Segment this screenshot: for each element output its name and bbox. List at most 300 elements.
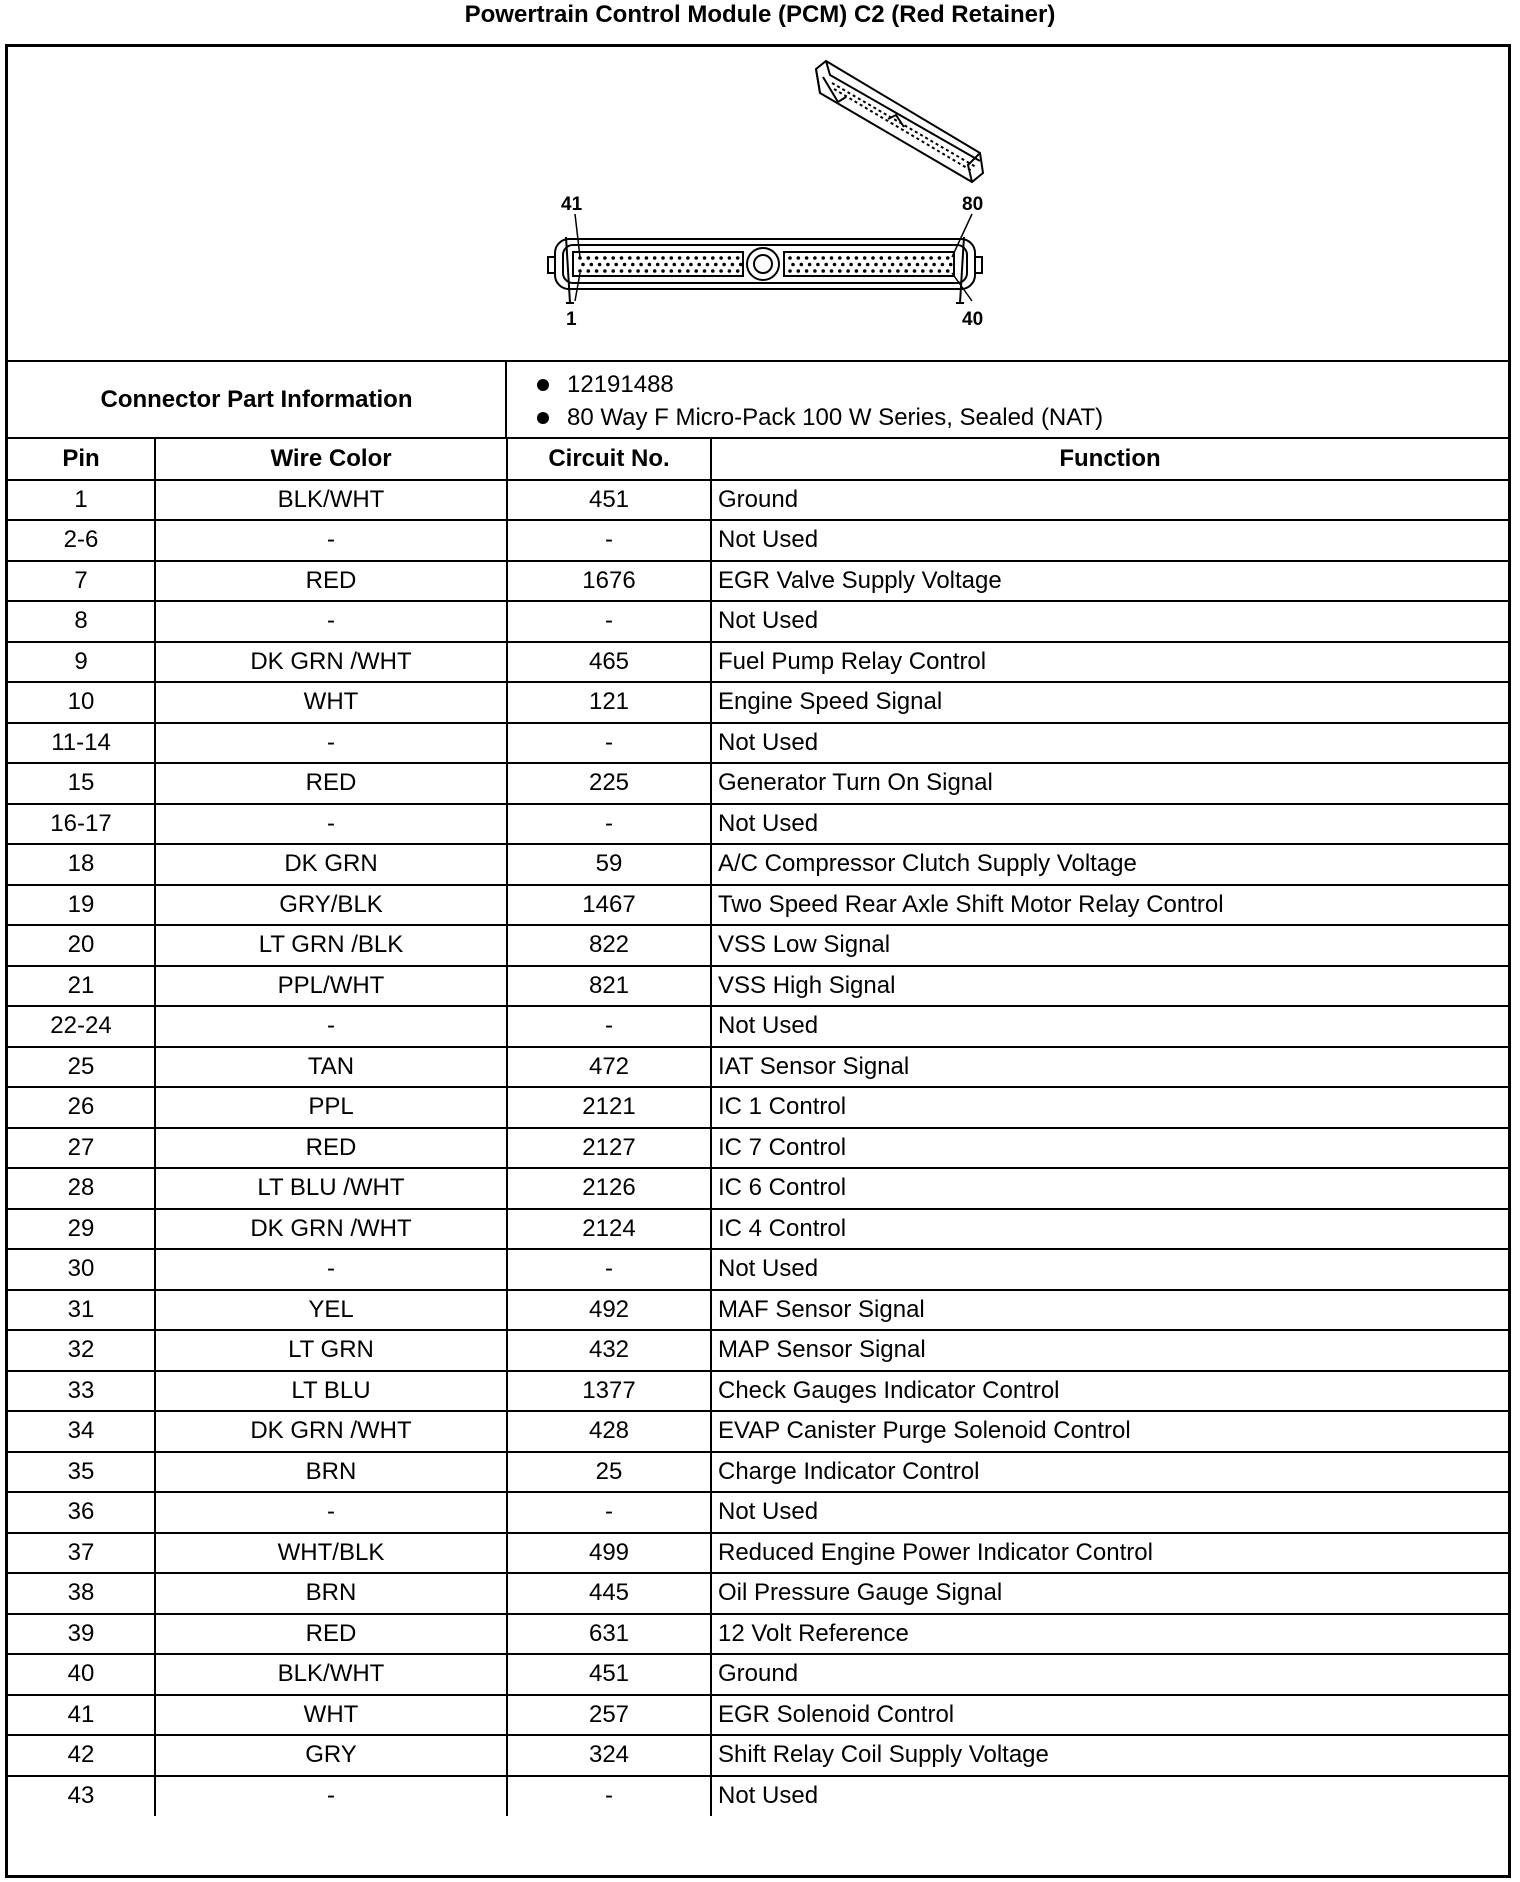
cell-pin: 18	[8, 844, 155, 885]
cell-circuit-no: 472	[507, 1047, 711, 1088]
cell-function: 12 Volt Reference	[711, 1614, 1508, 1655]
table-row	[8, 1492, 1508, 1533]
bullet-icon	[537, 379, 549, 391]
pin-dot	[846, 256, 850, 260]
table-row	[8, 844, 1508, 885]
pin-dot	[578, 269, 582, 273]
pin-dot	[938, 269, 942, 273]
pin-dot	[653, 269, 657, 273]
pin-dot	[883, 263, 887, 267]
pin-dot	[797, 269, 801, 273]
cell-function: Not Used	[711, 1776, 1508, 1817]
cell-wire-color: GRY	[155, 1735, 507, 1776]
cell-circuit-no: -	[507, 601, 711, 642]
cell-pin: 9	[8, 642, 155, 683]
pin-dot	[598, 263, 602, 267]
cell-circuit-no: 465	[507, 642, 711, 683]
pin-dot	[788, 269, 792, 273]
cell-circuit-no: 492	[507, 1290, 711, 1331]
cell-pin: 34	[8, 1411, 155, 1452]
table-row	[8, 1452, 1508, 1493]
cell-function: Oil Pressure Gauge Signal	[711, 1573, 1508, 1614]
pin-dot	[841, 263, 845, 267]
pin-dot	[631, 263, 635, 267]
cell-function: Two Speed Rear Axle Shift Motor Relay Control	[711, 885, 1508, 926]
cell-wire-color: WHT/BLK	[155, 1533, 507, 1574]
cell-function: A/C Compressor Clutch Supply Voltage	[711, 844, 1508, 885]
pin-dot	[661, 256, 665, 260]
cell-circuit-no: -	[507, 804, 711, 845]
cell-wire-color: RED	[155, 1128, 507, 1169]
pin-dot	[736, 269, 740, 273]
pin-dot	[838, 269, 842, 273]
cell-pin: 25	[8, 1047, 155, 1088]
table-row	[8, 1168, 1508, 1209]
pin-dot	[645, 269, 649, 273]
table-row	[8, 885, 1508, 926]
cell-function: IC 7 Control	[711, 1128, 1508, 1169]
table-row	[8, 1209, 1508, 1250]
pin-dot	[946, 269, 950, 273]
cell-wire-color: BLK/WHT	[155, 480, 507, 521]
cell-circuit-no: 445	[507, 1573, 711, 1614]
cell-pin: 1	[8, 480, 155, 521]
pin-dot	[719, 269, 723, 273]
pin-dot	[620, 256, 624, 260]
pin-dot	[611, 269, 615, 273]
table-row	[8, 966, 1508, 1007]
part-info-item	[523, 401, 1103, 434]
cell-pin: 20	[8, 925, 155, 966]
cell-circuit-no: 631	[507, 1614, 711, 1655]
cell-function: IAT Sensor Signal	[711, 1047, 1508, 1088]
pin-dot	[603, 256, 607, 260]
cell-circuit-no: 451	[507, 1654, 711, 1695]
cell-circuit-no: 2126	[507, 1168, 711, 1209]
pin-label-41: 41	[561, 194, 583, 215]
cell-wire-color: BRN	[155, 1452, 507, 1493]
pin-dot	[670, 256, 674, 260]
cell-function: Fuel Pump Relay Control	[711, 642, 1508, 683]
cell-wire-color: LT BLU /WHT	[155, 1168, 507, 1209]
part-description: 80 Way F Micro-Pack 100 W Series, Sealed (NAT)	[567, 404, 1104, 431]
pin-dot	[941, 263, 945, 267]
pin-dot	[846, 269, 850, 273]
cell-wire-color: DK GRN /WHT	[155, 1411, 507, 1452]
cell-function: Check Gauges Indicator Control	[711, 1371, 1508, 1412]
cell-pin: 29	[8, 1209, 155, 1250]
table-row	[8, 682, 1508, 723]
cell-function: EGR Solenoid Control	[711, 1695, 1508, 1736]
cell-wire-color: -	[155, 804, 507, 845]
pin-dot	[833, 263, 837, 267]
cell-circuit-no: -	[507, 723, 711, 764]
pin-dot	[706, 263, 710, 267]
pin-dot	[871, 269, 875, 273]
cell-pin: 35	[8, 1452, 155, 1493]
table-row	[8, 1330, 1508, 1371]
pin-dot	[904, 269, 908, 273]
cell-wire-color: -	[155, 1492, 507, 1533]
cell-circuit-no: 451	[507, 480, 711, 521]
cell-function: Not Used	[711, 601, 1508, 642]
table-row	[8, 1087, 1508, 1128]
cell-wire-color: LT BLU	[155, 1371, 507, 1412]
pin-dot	[821, 256, 825, 260]
cell-pin: 27	[8, 1128, 155, 1169]
pin-dot	[678, 256, 682, 260]
pin-dot	[949, 263, 953, 267]
table-row	[8, 1006, 1508, 1047]
cell-wire-color: LT GRN /BLK	[155, 925, 507, 966]
pin-dot	[606, 263, 610, 267]
cell-wire-color: WHT	[155, 682, 507, 723]
cell-function: Generator Turn On Signal	[711, 763, 1508, 804]
pin-dot	[636, 269, 640, 273]
cell-wire-color: YEL	[155, 1290, 507, 1331]
cell-circuit-no: 1377	[507, 1371, 711, 1412]
cell-pin: 43	[8, 1776, 155, 1817]
pin-dot	[888, 269, 892, 273]
cell-pin: 37	[8, 1533, 155, 1574]
cell-function: IC 1 Control	[711, 1087, 1508, 1128]
cell-pin: 40	[8, 1654, 155, 1695]
cell-pin: 26	[8, 1087, 155, 1128]
pin-dot	[661, 269, 665, 273]
pin-dot	[916, 263, 920, 267]
table-row	[8, 1128, 1508, 1169]
table-row	[8, 520, 1508, 561]
table-row	[8, 1411, 1508, 1452]
table-header-row	[8, 439, 1508, 480]
pin-dot	[929, 256, 933, 260]
pin-dot	[929, 269, 933, 273]
pin-dot	[932, 263, 936, 267]
cell-wire-color: -	[155, 1776, 507, 1817]
pin-dot	[645, 256, 649, 260]
pin-dot	[648, 263, 652, 267]
table-row	[8, 601, 1508, 642]
cell-wire-color: GRY/BLK	[155, 885, 507, 926]
pin-dot	[714, 263, 718, 267]
cell-circuit-no: 499	[507, 1533, 711, 1574]
pin-dot	[816, 263, 820, 267]
pin-dot	[855, 256, 859, 260]
pin-dot	[858, 263, 862, 267]
table-row	[8, 1614, 1508, 1655]
cell-circuit-no: -	[507, 520, 711, 561]
pin-dot	[838, 256, 842, 260]
cell-pin: 2-6	[8, 520, 155, 561]
pin-dot	[874, 263, 878, 267]
pin-dot	[830, 269, 834, 273]
part-info-list	[523, 368, 1103, 434]
header-circuit-no: Circuit No.	[507, 439, 711, 480]
cell-wire-color: BLK/WHT	[155, 1654, 507, 1695]
cell-circuit-no: -	[507, 1776, 711, 1817]
cell-pin: 39	[8, 1614, 155, 1655]
cell-wire-color: RED	[155, 561, 507, 602]
pin-dot	[824, 263, 828, 267]
header-wire-color: Wire Color	[155, 439, 507, 480]
pin-dot	[924, 263, 928, 267]
cell-wire-color: RED	[155, 763, 507, 804]
pin-dot	[686, 256, 690, 260]
cell-wire-color: DK GRN /WHT	[155, 1209, 507, 1250]
cell-wire-color: -	[155, 601, 507, 642]
pin-dot	[711, 269, 715, 273]
cell-circuit-no: 428	[507, 1411, 711, 1452]
cell-pin: 19	[8, 885, 155, 926]
pin-dot	[813, 269, 817, 273]
cell-function: Not Used	[711, 1006, 1508, 1047]
pin-dot	[614, 263, 618, 267]
cell-wire-color: WHT	[155, 1695, 507, 1736]
bullet-icon	[537, 412, 549, 424]
cell-pin: 28	[8, 1168, 155, 1209]
header-function: Function	[711, 439, 1508, 480]
cell-function: Ground	[711, 1654, 1508, 1695]
pin-dot	[863, 269, 867, 273]
pin-dot	[904, 256, 908, 260]
cell-circuit-no: 2121	[507, 1087, 711, 1128]
connector-pin-dots	[578, 256, 952, 273]
cell-wire-color: LT GRN	[155, 1330, 507, 1371]
pin-dot	[866, 263, 870, 267]
table-row	[8, 1047, 1508, 1088]
table-row	[8, 1290, 1508, 1331]
cell-pin: 38	[8, 1573, 155, 1614]
table-row	[8, 1371, 1508, 1412]
table-row	[8, 723, 1508, 764]
cell-wire-color: -	[155, 520, 507, 561]
pin-dot	[880, 256, 884, 260]
pin-dot	[686, 269, 690, 273]
cell-function: Not Used	[711, 804, 1508, 845]
cell-pin: 16-17	[8, 804, 155, 845]
cell-function: EGR Valve Supply Voltage	[711, 561, 1508, 602]
cell-circuit-no: 822	[507, 925, 711, 966]
table-row	[8, 642, 1508, 683]
cell-wire-color: RED	[155, 1614, 507, 1655]
connector-part-information	[8, 362, 1508, 439]
connector-illustration	[8, 47, 1508, 360]
cell-circuit-no: 25	[507, 1452, 711, 1493]
pin-dot	[703, 256, 707, 260]
pin-dot	[664, 263, 668, 267]
pin-dot	[896, 256, 900, 260]
pin-dot	[628, 269, 632, 273]
pin-dot	[628, 256, 632, 260]
cell-function: Shift Relay Coil Supply Voltage	[711, 1735, 1508, 1776]
cell-pin: 31	[8, 1290, 155, 1331]
pin-dot	[611, 256, 615, 260]
cell-pin: 11-14	[8, 723, 155, 764]
pin-dot	[587, 256, 591, 260]
pin-dot	[921, 269, 925, 273]
pin-dot	[656, 263, 660, 267]
pin-dot	[863, 256, 867, 260]
header-pin: Pin	[8, 439, 155, 480]
connector-3d-view	[816, 61, 983, 182]
cell-circuit-no: 821	[507, 966, 711, 1007]
cell-circuit-no: 2127	[507, 1128, 711, 1169]
pin-dot	[855, 269, 859, 273]
pin-dot	[711, 256, 715, 260]
cell-wire-color: TAN	[155, 1047, 507, 1088]
pin-dot	[694, 256, 698, 260]
pin-dot	[678, 269, 682, 273]
cell-circuit-no: 1467	[507, 885, 711, 926]
pin-dot	[938, 256, 942, 260]
pin-dot	[697, 263, 701, 267]
pin-dot	[921, 256, 925, 260]
cell-function: Not Used	[711, 520, 1508, 561]
cell-pin: 30	[8, 1249, 155, 1290]
cell-function: VSS Low Signal	[711, 925, 1508, 966]
table-row	[8, 480, 1508, 521]
pin-leader-lines	[575, 214, 972, 301]
pin-dot	[670, 269, 674, 273]
table-row	[8, 804, 1508, 845]
pin-dot	[946, 256, 950, 260]
cell-wire-color: -	[155, 1249, 507, 1290]
pin-dot	[808, 263, 812, 267]
cell-function: Not Used	[711, 723, 1508, 764]
cell-function: Ground	[711, 480, 1508, 521]
pin-dot	[739, 263, 743, 267]
pin-dot	[849, 263, 853, 267]
pin-dot	[728, 269, 732, 273]
pin-dot	[830, 256, 834, 260]
cell-function: Not Used	[711, 1492, 1508, 1533]
pin-dot	[689, 263, 693, 267]
cell-pin: 7	[8, 561, 155, 602]
pin-dot	[681, 263, 685, 267]
cell-wire-color: DK GRN	[155, 844, 507, 885]
pin-dot	[805, 256, 809, 260]
pin-dot	[620, 269, 624, 273]
cell-pin: 32	[8, 1330, 155, 1371]
pin-dot	[603, 269, 607, 273]
part-number: 12191488	[567, 371, 674, 398]
cell-circuit-no: -	[507, 1249, 711, 1290]
cell-wire-color: -	[155, 723, 507, 764]
cell-pin: 15	[8, 763, 155, 804]
cell-circuit-no: 1676	[507, 561, 711, 602]
cell-function: Reduced Engine Power Indicator Control	[711, 1533, 1508, 1574]
cell-wire-color: -	[155, 1006, 507, 1047]
pin-dot	[636, 256, 640, 260]
pin-dot	[805, 269, 809, 273]
pin-label-80: 80	[962, 194, 984, 215]
pin-dot	[913, 269, 917, 273]
cell-function: IC 4 Control	[711, 1209, 1508, 1250]
pin-dot	[581, 263, 585, 267]
pin-dot	[907, 263, 911, 267]
cell-pin: 42	[8, 1735, 155, 1776]
pin-label-1: 1	[566, 309, 577, 330]
pin-dot	[899, 263, 903, 267]
pinout-table	[8, 439, 1508, 1816]
cell-wire-color: DK GRN /WHT	[155, 642, 507, 683]
pin-dot	[653, 256, 657, 260]
pin-dot	[595, 256, 599, 260]
pin-dot	[595, 269, 599, 273]
pin-dot	[896, 269, 900, 273]
table-row	[8, 1573, 1508, 1614]
pin-label-40: 40	[962, 309, 984, 330]
pin-dot	[821, 269, 825, 273]
pin-dot	[891, 263, 895, 267]
part-info-label: Connector Part Information	[8, 362, 507, 437]
cell-pin: 41	[8, 1695, 155, 1736]
pin-dot	[888, 256, 892, 260]
pin-dot	[623, 263, 627, 267]
cell-wire-color: BRN	[155, 1573, 507, 1614]
cell-wire-color: PPL	[155, 1087, 507, 1128]
pin-dot	[719, 256, 723, 260]
pin-dot	[703, 269, 707, 273]
cell-circuit-no: 225	[507, 763, 711, 804]
pin-dot	[871, 256, 875, 260]
pin-dot	[673, 263, 677, 267]
table-row	[8, 1695, 1508, 1736]
table-row	[8, 1654, 1508, 1695]
pin-dot	[590, 263, 594, 267]
pin-dot	[736, 256, 740, 260]
cell-pin: 33	[8, 1371, 155, 1412]
cell-circuit-no: 257	[507, 1695, 711, 1736]
pin-dot	[791, 263, 795, 267]
table-row	[8, 1776, 1508, 1817]
cell-function: MAF Sensor Signal	[711, 1290, 1508, 1331]
table-row	[8, 925, 1508, 966]
pin-dot	[639, 263, 643, 267]
cell-circuit-no: -	[507, 1492, 711, 1533]
table-row	[8, 1735, 1508, 1776]
cell-circuit-no: 59	[507, 844, 711, 885]
cell-circuit-no: 121	[507, 682, 711, 723]
pin-dot	[788, 256, 792, 260]
pin-dot	[813, 256, 817, 260]
cell-pin: 21	[8, 966, 155, 1007]
page-title: Powertrain Control Module (PCM) C2 (Red Retainer)	[464, 1, 1056, 28]
pin-dot	[797, 256, 801, 260]
connector-table-frame	[5, 44, 1511, 1878]
connector-diagram	[8, 47, 1508, 362]
pin-dot	[880, 269, 884, 273]
cell-pin: 36	[8, 1492, 155, 1533]
cell-function: Not Used	[711, 1249, 1508, 1290]
cell-function: Charge Indicator Control	[711, 1452, 1508, 1493]
pin-dot	[800, 263, 804, 267]
table-row	[8, 561, 1508, 602]
cell-function: IC 6 Control	[711, 1168, 1508, 1209]
part-info-item	[523, 368, 1103, 401]
pin-dot	[587, 269, 591, 273]
cell-circuit-no: 2124	[507, 1209, 711, 1250]
pin-dot	[694, 269, 698, 273]
cell-circuit-no: 432	[507, 1330, 711, 1371]
cell-function: VSS High Signal	[711, 966, 1508, 1007]
pin-dot	[913, 256, 917, 260]
pin-dot	[728, 256, 732, 260]
table-row	[8, 1533, 1508, 1574]
cell-function: EVAP Canister Purge Solenoid Control	[711, 1411, 1508, 1452]
cell-function: MAP Sensor Signal	[711, 1330, 1508, 1371]
pin-dot	[731, 263, 735, 267]
